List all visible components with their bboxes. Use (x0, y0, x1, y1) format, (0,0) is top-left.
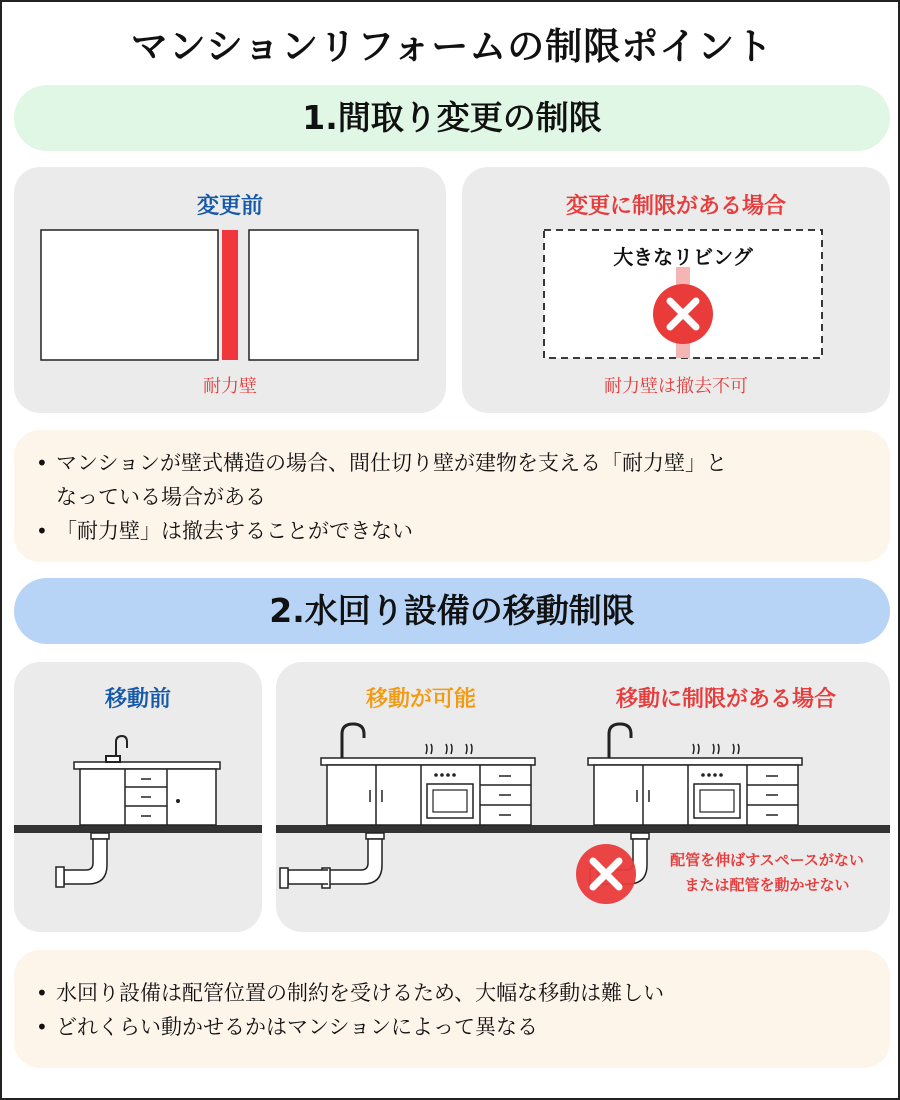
before-label: 変更前 (196, 194, 263, 219)
section1-notes (14, 430, 890, 562)
restricted-label: 変更に制限がある場合 (565, 194, 786, 219)
wall-label: 耐力壁 (203, 376, 257, 397)
faucet-icon (342, 724, 364, 758)
note-item: • 水回り設備は配管位置の制約を受けるため、大幅な移動は難しい (14, 976, 890, 1010)
plumbing-comparison-panel (276, 662, 890, 932)
cross-mark-icon (576, 844, 636, 904)
wall-not-removable-label: 耐力壁は撤去不可 (604, 376, 748, 397)
move-restricted-label: 移動に制限がある場合 (615, 687, 836, 712)
page-title: マンションリフォームの制限ポイント (130, 25, 774, 68)
cross-mark-icon (653, 284, 713, 344)
layout-restricted-panel (462, 167, 890, 413)
floor (276, 825, 890, 833)
drain-pipe (56, 833, 109, 887)
faucet-icon (609, 724, 631, 758)
pipe-note-line1: 配管を伸ばすスペースがない (670, 851, 864, 869)
note-item: • マンションが壁式構造の場合、間仕切り壁が建物を支える「耐力壁」と なっている場合がある (14, 446, 890, 514)
faucet-icon (106, 736, 127, 762)
move-possible-label: 移動が可能 (365, 687, 476, 712)
load-bearing-wall (222, 230, 238, 360)
extended-drain-pipe (280, 833, 384, 888)
kitchen-movable (280, 724, 535, 888)
section2-heading: 2.水回り設備の移動制限 (14, 578, 890, 644)
plumbing-before-panel (14, 662, 262, 932)
stove-burner-icon (426, 744, 472, 754)
stove-burner-icon (693, 744, 739, 754)
floor (14, 825, 262, 833)
note-item: • 「耐力壁」は撤去することができない (14, 514, 890, 548)
pipe-note-line2: または配管を動かせない (684, 876, 850, 894)
sink-before-illustration (14, 662, 262, 932)
note-item: • どれくらい動かせるかはマンションによって異なる (14, 1010, 890, 1044)
living-label: 大きなリビング (613, 245, 753, 269)
section2-notes (14, 950, 890, 1068)
before-move-label: 移動前 (104, 687, 171, 712)
room-left (41, 230, 218, 360)
room-right (249, 230, 418, 360)
layout-before-panel (14, 167, 446, 413)
section1-heading: 1.間取り変更の制限 (14, 85, 890, 151)
